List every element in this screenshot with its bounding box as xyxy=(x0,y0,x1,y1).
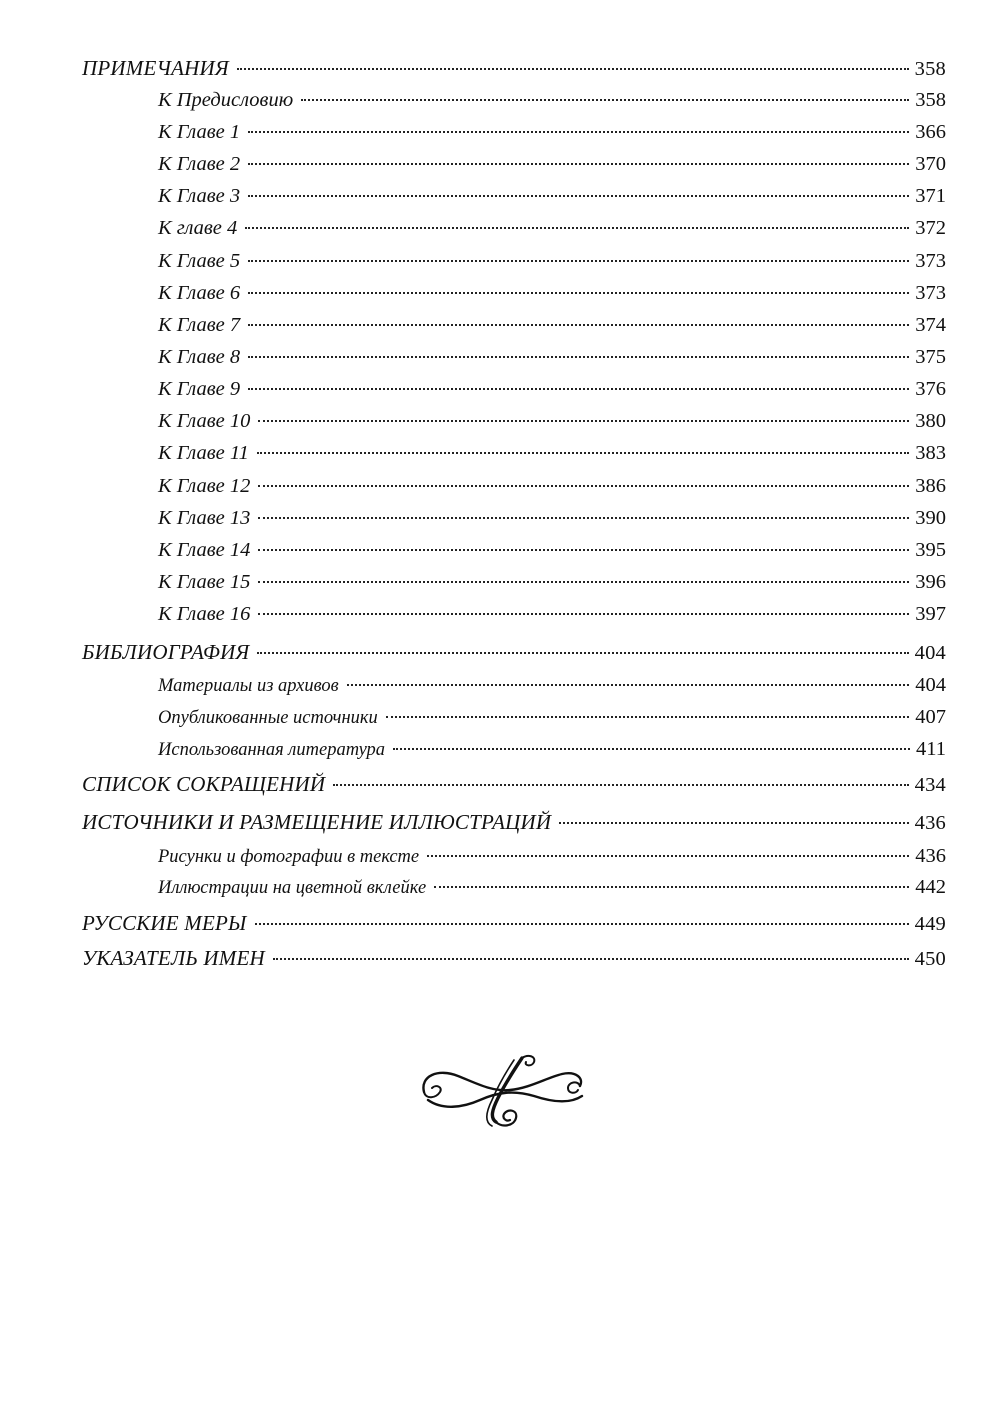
toc-entry-label: К Главе 5 xyxy=(158,250,241,272)
toc-entry-label: БИБЛИОГРАФИЯ xyxy=(82,640,250,664)
toc-page-number: 373 xyxy=(915,250,946,272)
toc-entry[interactable] xyxy=(158,845,946,868)
toc-entry-label: РУССКИЕ МЕРЫ xyxy=(82,911,247,935)
toc-leader-dots xyxy=(257,652,908,654)
toc-entry[interactable] xyxy=(158,185,946,208)
toc-entry-label: К Главе 10 xyxy=(158,410,251,432)
toc-entry-label: Иллюстрации на цветной вклейке xyxy=(158,878,427,898)
toc-entry-label: К Предисловию xyxy=(158,89,294,111)
toc-entry-label: К Главе 9 xyxy=(158,378,241,400)
toc-leader-dots xyxy=(245,227,909,229)
toc-entry-label: К главе 4 xyxy=(158,217,238,239)
toc-page-number: 407 xyxy=(915,706,946,728)
toc-entry-label: Использованная литература xyxy=(158,740,386,760)
toc-leader-dots xyxy=(248,260,909,262)
toc-leader-dots xyxy=(258,420,909,422)
toc-entry[interactable] xyxy=(158,738,946,761)
toc-leader-dots xyxy=(248,131,909,133)
toc-page-number: 436 xyxy=(915,845,946,867)
toc-leader-dots xyxy=(248,324,909,326)
toc-leader-dots xyxy=(347,684,910,686)
toc-leader-dots xyxy=(434,886,909,888)
toc-page-number: 436 xyxy=(914,812,946,834)
toc-entry[interactable] xyxy=(158,250,946,273)
toc-entry-label: К Главе 16 xyxy=(158,603,251,625)
toc-entry[interactable] xyxy=(158,153,946,176)
toc-entry[interactable] xyxy=(158,217,946,240)
toc-entry[interactable] xyxy=(158,674,946,697)
toc-page-number: 376 xyxy=(915,378,946,400)
toc-entry-label: К Главе 2 xyxy=(158,153,241,175)
toc-entry[interactable] xyxy=(158,603,946,626)
toc-page-number: 450 xyxy=(914,948,946,970)
toc-page-number: 358 xyxy=(915,89,946,111)
toc-page-number: 411 xyxy=(916,738,946,760)
toc-leader-dots xyxy=(333,784,908,786)
toc-entry[interactable] xyxy=(158,442,946,465)
toc-page-number: 370 xyxy=(915,153,946,175)
flourish-ornament-icon xyxy=(418,1054,588,1132)
toc-entry[interactable] xyxy=(158,346,946,369)
toc-page-number: 386 xyxy=(915,475,946,497)
toc-page-number: 374 xyxy=(915,314,946,336)
toc-leader-dots xyxy=(257,452,909,454)
toc-leader-dots xyxy=(248,356,909,358)
toc-entry-abbreviations[interactable] xyxy=(82,772,946,797)
toc-leader-dots xyxy=(248,163,909,165)
toc-entry-name-index[interactable] xyxy=(82,946,946,971)
toc-page-number: 366 xyxy=(915,121,946,143)
toc-entry-label: Рисунки и фотографии в тексте xyxy=(158,847,420,867)
toc-entry-label: ПРИМЕЧАНИЯ xyxy=(82,56,229,80)
toc-leader-dots xyxy=(248,195,909,197)
toc-entry-label: К Главе 8 xyxy=(158,346,241,368)
toc-entry-label: ИСТОЧНИКИ И РАЗМЕЩЕНИЕ ИЛЛЮСТРАЦИЙ xyxy=(82,810,552,834)
toc-page-number: 383 xyxy=(915,442,946,464)
toc-leader-dots xyxy=(427,855,909,857)
toc-page-number: 442 xyxy=(915,876,946,898)
toc-leader-dots xyxy=(258,581,909,583)
toc-entry[interactable] xyxy=(158,410,946,433)
toc-leader-dots xyxy=(237,68,909,70)
toc-leader-dots xyxy=(258,613,909,615)
toc-page-number: 372 xyxy=(915,217,946,239)
toc-page-number: 397 xyxy=(915,603,946,625)
toc-entry[interactable] xyxy=(158,89,946,112)
toc-entry-label: К Главе 11 xyxy=(158,442,249,464)
toc-entry-label: К Главе 6 xyxy=(158,282,241,304)
toc-page-number: 390 xyxy=(915,507,946,529)
toc-page-number: 373 xyxy=(915,282,946,304)
toc-entry[interactable] xyxy=(158,876,946,899)
toc-entry-label: К Главе 3 xyxy=(158,185,241,207)
toc-leader-dots xyxy=(258,549,909,551)
toc-entry-label: СПИСОК СОКРАЩЕНИЙ xyxy=(82,772,326,796)
toc-leader-dots xyxy=(559,822,908,824)
toc-page-number: 375 xyxy=(915,346,946,368)
toc-leader-dots xyxy=(248,292,909,294)
toc-entry-label: К Главе 1 xyxy=(158,121,241,143)
toc-page-number: 404 xyxy=(915,674,946,696)
toc-entry-label: К Главе 14 xyxy=(158,539,251,561)
toc-leader-dots xyxy=(301,99,909,101)
toc-entry[interactable] xyxy=(158,378,946,401)
toc-page-number: 434 xyxy=(914,774,946,796)
toc-page-number: 396 xyxy=(915,571,946,593)
toc-entry[interactable] xyxy=(158,706,946,729)
toc-entry-russian-measures[interactable] xyxy=(82,911,946,936)
toc-entry[interactable] xyxy=(158,475,946,498)
toc-entry[interactable] xyxy=(158,282,946,305)
toc-entry-label: Опубликованные источники xyxy=(158,708,378,728)
toc-leader-dots xyxy=(386,716,909,718)
toc-entry-bibliography[interactable] xyxy=(82,640,946,665)
toc-entry-illustration-sources[interactable] xyxy=(82,810,946,835)
toc-entry-label: К Главе 15 xyxy=(158,571,251,593)
toc-entry[interactable] xyxy=(158,539,946,562)
toc-page-number: 395 xyxy=(915,539,946,561)
toc-entry-label: К Главе 12 xyxy=(158,475,251,497)
toc-leader-dots xyxy=(255,923,909,925)
toc-entry-label: УКАЗАТЕЛЬ ИМЕН xyxy=(82,946,265,970)
toc-page-number: 380 xyxy=(915,410,946,432)
toc-leader-dots xyxy=(258,485,909,487)
toc-entry[interactable] xyxy=(158,121,946,144)
toc-entry-label: К Главе 13 xyxy=(158,507,251,529)
toc-page-number: 404 xyxy=(914,642,946,664)
toc-entry-label: Материалы из архивов xyxy=(158,676,339,696)
toc-entry[interactable] xyxy=(158,507,946,530)
toc-entry[interactable] xyxy=(158,314,946,337)
toc-leader-dots xyxy=(258,517,909,519)
toc-entry-notes[interactable] xyxy=(82,56,946,81)
toc-entry[interactable] xyxy=(158,571,946,594)
toc-entry-label: К Главе 7 xyxy=(158,314,241,336)
toc-page-number: 358 xyxy=(914,58,946,80)
toc-page-number: 371 xyxy=(915,185,946,207)
toc-leader-dots xyxy=(248,388,909,390)
toc-page-number: 449 xyxy=(914,913,946,935)
toc-leader-dots xyxy=(273,958,909,960)
toc-leader-dots xyxy=(393,748,910,750)
